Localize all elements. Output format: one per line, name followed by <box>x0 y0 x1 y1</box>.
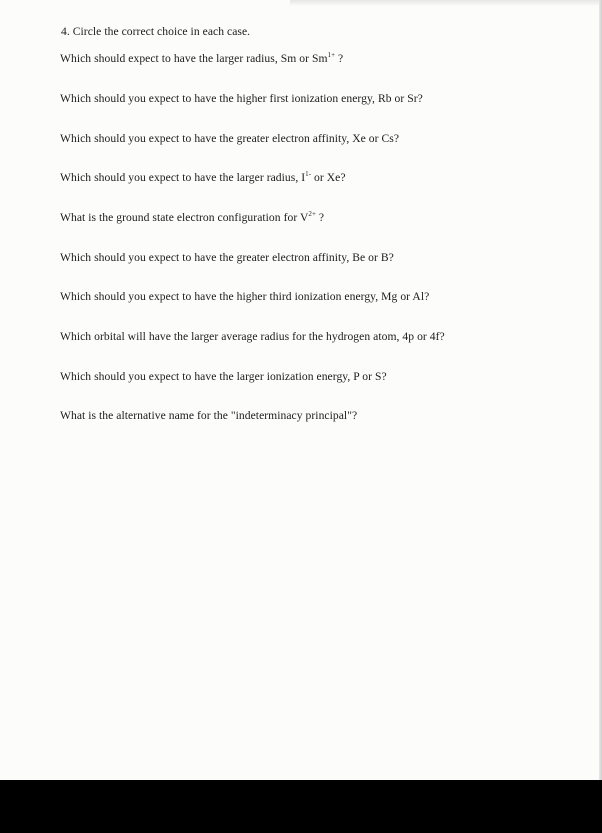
question-text-end: ? <box>315 211 325 224</box>
question-9 <box>60 370 387 383</box>
question-text: What is the alternative name for the "indeterminacy principal"? <box>60 409 358 422</box>
charge-superscript: 1+ <box>327 51 336 59</box>
question-text: Which should you expect to have the larger ionization energy, P or S? <box>60 370 387 383</box>
question-5 <box>60 211 324 224</box>
charge-superscript: 2+ <box>308 210 316 218</box>
question-4 <box>60 171 346 184</box>
question-3 <box>60 132 399 145</box>
question-text: Which should you expect to have the higher third ionization energy, Mg or Al? <box>60 290 430 303</box>
scan-shadow <box>290 0 602 6</box>
charge-superscript: 1- <box>305 170 312 178</box>
question-text: Which should you expect to have the larger radius, I <box>60 171 306 184</box>
question-heading: 4. Circle the correct choice in each case. <box>61 25 251 38</box>
question-7 <box>60 290 429 303</box>
question-text: Which should you expect to have the greater electron affinity, Xe or Cs? <box>60 132 400 145</box>
question-text-end: or Xe? <box>311 171 346 184</box>
question-6 <box>60 251 394 264</box>
question-text: Which orbital will have the larger average radius for the hydrogen atom, 4p or 4f? <box>60 330 445 343</box>
scan-border <box>0 780 602 833</box>
question-text: Which should you expect to have the greater electron affinity, Be or B? <box>60 251 394 264</box>
question-text: Which should you expect to have the higher first ionization energy, Rb or Sr? <box>60 92 423 105</box>
question-text: Which should expect to have the larger radius, Sm or Sm <box>60 52 328 65</box>
question-1 <box>60 52 343 65</box>
question-text-end: ? <box>335 52 344 65</box>
question-2 <box>60 92 423 105</box>
question-text: What is the ground state electron configuration for V <box>60 211 309 224</box>
question-10 <box>60 409 357 422</box>
question-8 <box>60 330 445 343</box>
